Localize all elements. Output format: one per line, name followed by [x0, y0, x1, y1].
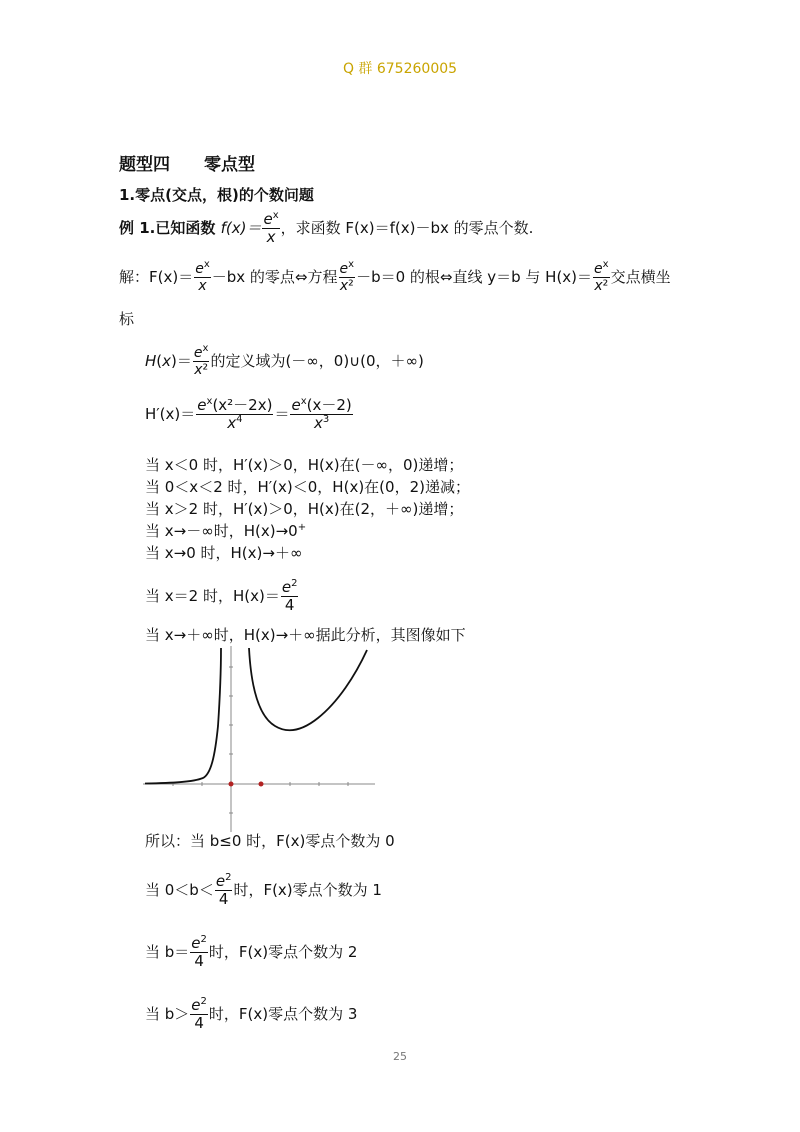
example-1	[119, 212, 533, 245]
case-1: 当 x＜0 时，H′(x)＞0，H(x)在(－∞，0)递增；	[145, 456, 464, 474]
fraction-ex-over-x2-b: $\frac{e^x}{\text{x²}}$	[594, 259, 609, 294]
section-title: 题型四 零点型	[119, 155, 255, 175]
fraction-deriv-1: $\frac{e^x(x^2-2x)}{x^4}$	[197, 396, 273, 432]
fraction-ex-over-x-2: $\frac{e^x}{x}$	[195, 259, 210, 294]
page-number: 25	[393, 1050, 407, 1063]
axis-ticks	[173, 667, 348, 813]
fraction-ex-over-x2: $\frac{e^x}{\text{x²}}$	[339, 259, 355, 294]
page-header: Q 群 675260005	[342, 61, 458, 77]
example-label: 例 1.已知函数	[119, 219, 221, 237]
example-rest: ，求函数 F(x)＝f(x)－bx 的零点个数.	[280, 219, 534, 237]
fraction-e2-over-4: $\frac{e^2}{4}$	[281, 578, 298, 614]
subsection-title: 1.零点(交点，根)的个数问题	[119, 186, 314, 204]
case-6: 当 x＝2 时，H(x)＝ $\frac{e^2}{4}$	[145, 578, 298, 614]
derivative-line: H′(x)＝ $\frac{e^x(x^2-2x)}{x^4}$ ＝ $\frac{e^x(x-2)}{x^3}$	[145, 396, 352, 432]
left-branch-curve	[145, 648, 221, 784]
x-equals-2-point	[259, 782, 264, 787]
case-4: 当 x→－∞时，H(x)→0+	[145, 522, 307, 540]
conclusion-1: 所以：当 b≤0 时，F(x)零点个数为 0	[145, 832, 395, 850]
origin-point	[229, 782, 234, 787]
conclusion-4: 当 b＞ $\frac{e^2}{4}$ 时，F(x)零点个数为 3	[145, 996, 358, 1032]
domain-line: H(x)＝ $\frac{e^x}{\text{x²}}$ 的定义域为(－∞，0)∪(0，＋∞)	[145, 343, 424, 378]
case-5: 当 x→0 时，H(x)→＋∞	[145, 544, 303, 562]
fraction-ex-over-x: $\frac{e^x}{x}$	[263, 210, 279, 246]
function-graph	[143, 646, 375, 832]
conclusion-3: 当 b＝ $\frac{e^2}{4}$ 时，F(x)零点个数为 2	[145, 934, 358, 970]
f-lhs: f(x)＝	[220, 219, 262, 237]
case-7: 当 x→＋∞时，H(x)→＋∞据此分析，其图像如下	[145, 626, 466, 644]
fraction-deriv-2: $\frac{e^x(x-2)}{x^3}$	[291, 396, 352, 432]
conclusion-2: 当 0＜b＜ $\frac{e^2}{4}$ 时，F(x)零点个数为 1	[145, 872, 382, 908]
case-3: 当 x＞2 时，H′(x)＞0，H(x)在(2，＋∞)递增；	[145, 500, 464, 518]
fraction-H: $\frac{e^x}{\text{x²}}$	[193, 343, 209, 378]
right-branch-curve	[249, 648, 367, 730]
solution-line-2: 标	[119, 310, 135, 328]
case-2: 当 0＜x＜2 时，H′(x)＜0，H(x)在(0，2)递减；	[145, 478, 470, 496]
solution-line: 解：F(x)＝ $\frac{e^x}{x}$ －bx 的零点⇔方程 $\frac{e^x}{\text{x²}}$ －b＝0 的根⇔直线 y＝b 与 H(x)＝ $\frac{e^x}{\text{x²}}$ 交点横坐	[119, 259, 671, 294]
